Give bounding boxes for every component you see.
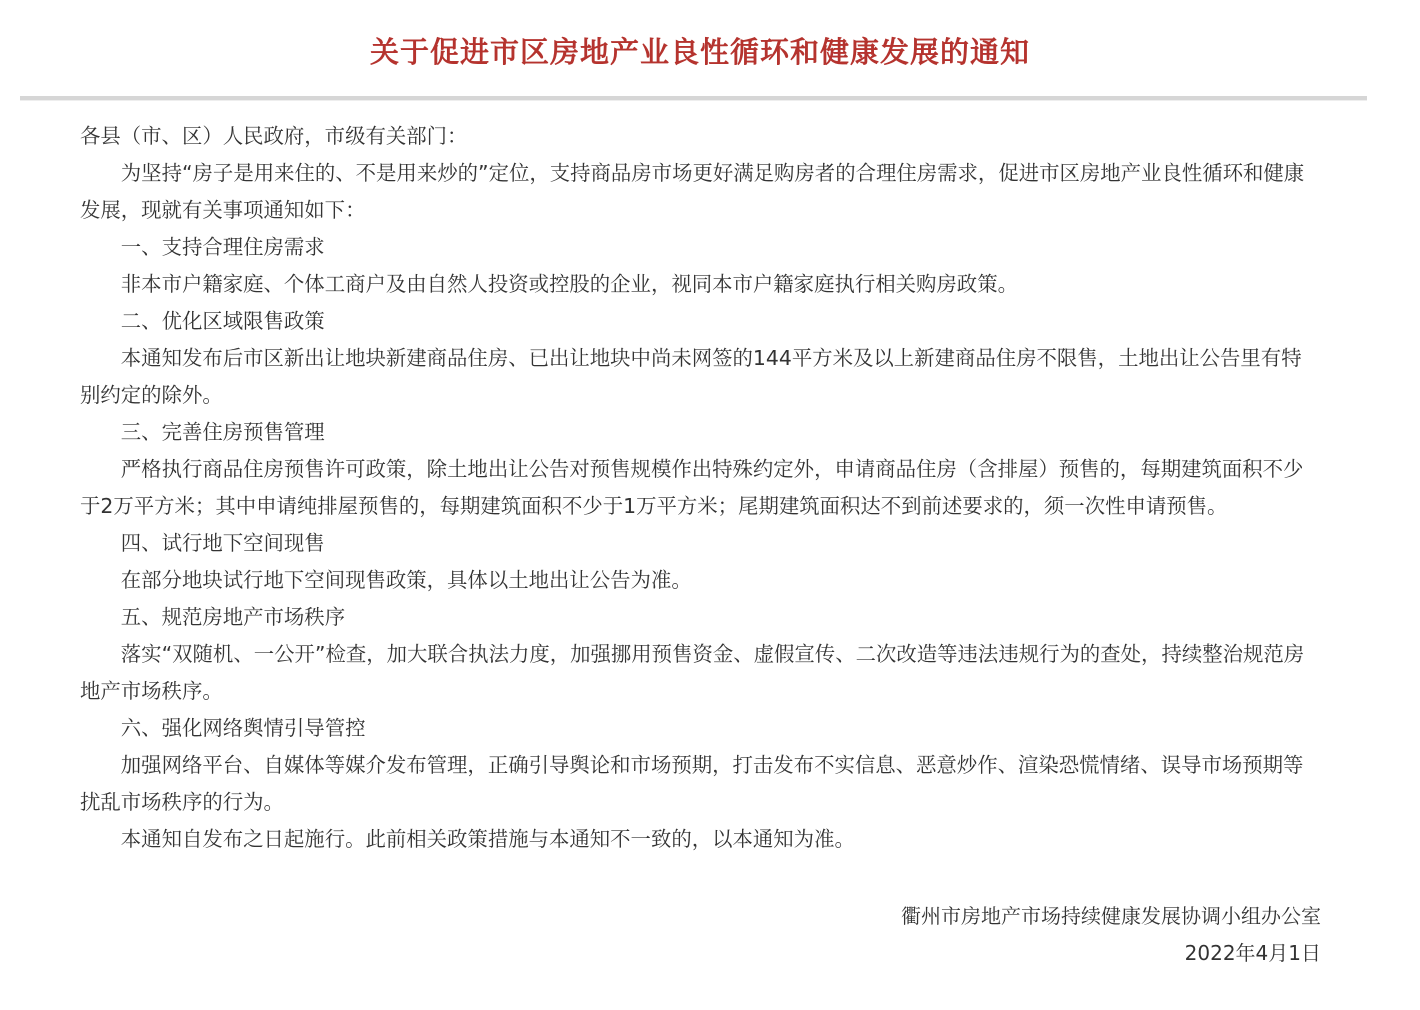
section-heading-1: 一、支持合理住房需求 xyxy=(120,235,325,259)
signature-block xyxy=(901,898,1321,972)
document-title: 关于促进市区房地产业良性循环和健康发展的通知 xyxy=(369,35,1030,69)
section-heading-2: 二、优化区域限售政策 xyxy=(120,309,325,333)
section-body-5: 落实“双随机、一公开”检查，加大联合执法力度，加强挪用预售资金、虚假宣传、二次改造等违法违规行为的查处，持续整治规范房地产市场秩序。 xyxy=(80,642,1305,703)
section-body-3: 严格执行商品住房预售许可政策，除土地出让公告对预售规模作出特殊约定外，申请商品住房（含排屋）预售的，每期建筑面积不少于2万平方米；其中申请纯排屋预售的，每期建筑面积不少于1万平方米；尾期建筑面积达不到前述要求的，须一次性申请预售。 xyxy=(80,457,1304,518)
section-heading-4: 四、试行地下空间现售 xyxy=(120,531,325,555)
section-body-2: 本通知发布后市区新出让地块新建商品住房、已出让地块中尚未网签的144平方米及以上新建商品住房不限售，土地出让公告里有特别约定的除外。 xyxy=(80,346,1302,407)
title-divider xyxy=(20,96,1367,101)
document-body xyxy=(80,118,1310,858)
section-body-1: 非本市户籍家庭、个体工商户及由自然人投资或控股的企业，视同本市户籍家庭执行相关购房政策。 xyxy=(120,272,1018,296)
section-heading-5: 五、规范房地产市场秩序 xyxy=(120,605,346,629)
section-heading-6: 六、强化网络舆情引导管控 xyxy=(120,716,366,740)
salutation: 各县（市、区）人民政府，市级有关部门： xyxy=(80,124,468,148)
section-body-6: 加强网络平台、自媒体等媒介发布管理，正确引导舆论和市场预期，打击发布不实信息、恶意炒作、渲染恐慌情绪、误导市场预期等扰乱市场秩序的行为。 xyxy=(80,753,1304,814)
issue-date: 2022年4月1日 xyxy=(1184,941,1321,965)
closing-paragraph: 本通知自发布之日起施行。此前相关政策措施与本通知不一致的，以本通知为准。 xyxy=(120,827,855,851)
section-heading-3: 三、完善住房预售管理 xyxy=(120,420,325,444)
section-body-4: 在部分地块试行地下空间现售政策，具体以土地出让公告为准。 xyxy=(120,568,692,592)
intro-paragraph: 为坚持“房子是用来住的、不是用来炒的”定位，支持商品房市场更好满足购房者的合理住房需求，促进市区房地产业良性循环和健康发展，现就有关事项通知如下： xyxy=(80,161,1305,222)
issuing-office: 衢州市房地产市场持续健康发展协调小组办公室 xyxy=(901,904,1321,928)
